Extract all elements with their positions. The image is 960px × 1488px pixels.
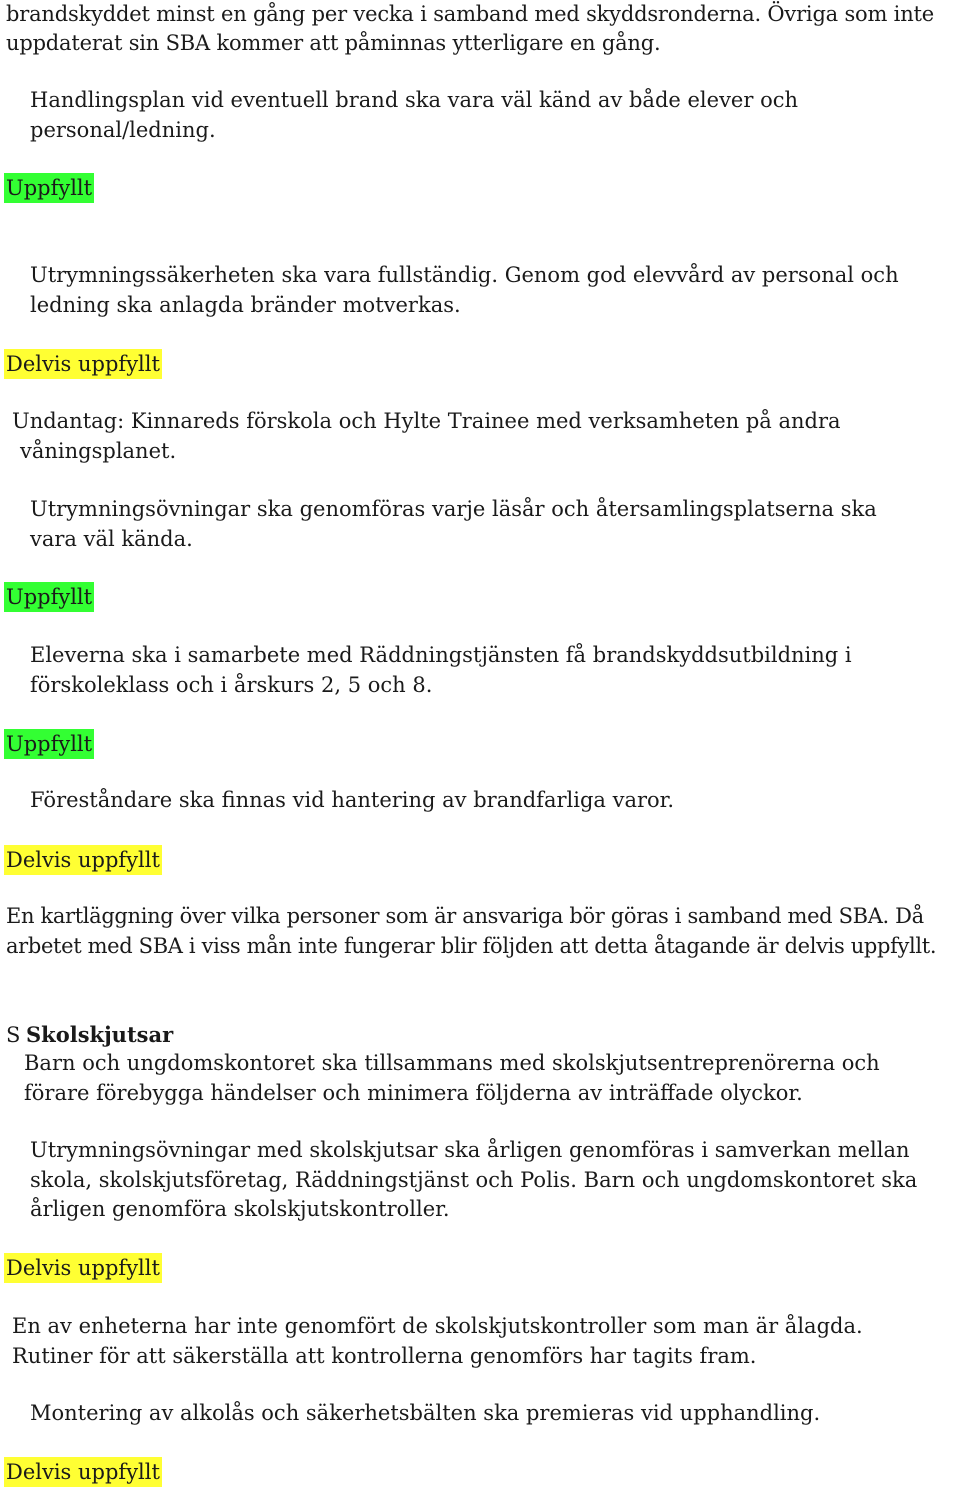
bullet-marker bbox=[6, 495, 30, 525]
bullet-marker bbox=[6, 86, 30, 116]
status-badge-fulfilled: Uppfyllt bbox=[4, 173, 94, 203]
bullet-marker bbox=[6, 641, 30, 671]
bullet-marker bbox=[6, 786, 30, 816]
requirement-item bbox=[6, 641, 900, 700]
status-badge-partial: Delvis uppfyllt bbox=[4, 1253, 162, 1283]
requirement-text: Eleverna ska i samarbete med Räddningstjänsten få brandskyddsutbildning i förskoleklass och i årskurs 2, 5 och 8. bbox=[30, 643, 852, 697]
intro-line-2: uppdaterat sin SBA kommer att påminnas ytterligare en gång. bbox=[6, 31, 661, 55]
section-marker: S bbox=[6, 1023, 21, 1047]
status-badge-fulfilled: Uppfyllt bbox=[4, 729, 94, 759]
section-heading bbox=[6, 1020, 173, 1050]
requirement-text: Utrymningssäkerheten ska vara fullständig. Genom god elevvård av personal och ledning ska anlagda bränder motverkas. bbox=[30, 263, 899, 317]
requirement-item bbox=[6, 1399, 930, 1429]
intro-line-1: brandskyddet minst en gång per vecka i samband med skyddsronderna. Övriga som inte bbox=[6, 2, 934, 26]
status-badge-fulfilled: Uppfyllt bbox=[4, 582, 94, 612]
requirement-item bbox=[6, 86, 850, 145]
section-title: Skolskjutsar bbox=[26, 1022, 174, 1047]
requirement-text: Handlingsplan vid eventuell brand ska vara väl känd av både elever och personal/ledning. bbox=[30, 88, 798, 142]
comment-paragraph: En kartläggning över vilka personer som är ansvariga bör göras i samband med SBA. Då arbetet med SBA i viss mån inte fungerar blir följden att detta åtagande är delvis uppfyllt. bbox=[6, 904, 937, 958]
status-badge-partial: Delvis uppfyllt bbox=[4, 1457, 162, 1487]
status-badge-partial: Delvis uppfyllt bbox=[4, 845, 162, 875]
requirement-text: Montering av alkolås och säkerhetsbälten ska premieras vid upphandling. bbox=[30, 1401, 821, 1425]
requirement-item bbox=[6, 495, 930, 554]
requirement-item bbox=[6, 261, 950, 320]
bullet-marker bbox=[6, 1136, 30, 1166]
exception-note: Undantag: Kinnareds förskola och Hylte Trainee med verksamheten på andra våningsplanet. bbox=[12, 409, 841, 463]
requirement-text: Utrymningsövningar ska genomföras varje läsår och återsamlingsplatserna ska vara väl kända. bbox=[30, 497, 877, 551]
requirement-text: Föreståndare ska finnas vid hantering av brandfarliga varor. bbox=[30, 788, 675, 812]
status-badge-partial: Delvis uppfyllt bbox=[4, 349, 162, 379]
comment-paragraph: En av enheterna har inte genomfört de skolskjutskontroller som man är ålagda. Rutiner för att säkerställa att kontrollerna genomförs har tagits fram. bbox=[12, 1314, 863, 1368]
bullet-marker bbox=[6, 261, 30, 291]
requirement-text: Utrymningsövningar med skolskjutsar ska årligen genomföras i samverkan mellan skola, skolskjutsföretag, Räddningstjänst och Polis. Barn och ungdomskontoret ska årligen genomföra skolskjutskontroller. bbox=[30, 1138, 918, 1221]
requirement-item bbox=[6, 786, 930, 816]
section-description: Barn och ungdomskontoret ska tillsammans med skolskjutsentreprenörerna och förare förebygga händelser och minimera följderna av inträffade olyckor. bbox=[24, 1051, 880, 1105]
requirement-item bbox=[6, 1136, 930, 1225]
bullet-marker bbox=[6, 1399, 30, 1429]
